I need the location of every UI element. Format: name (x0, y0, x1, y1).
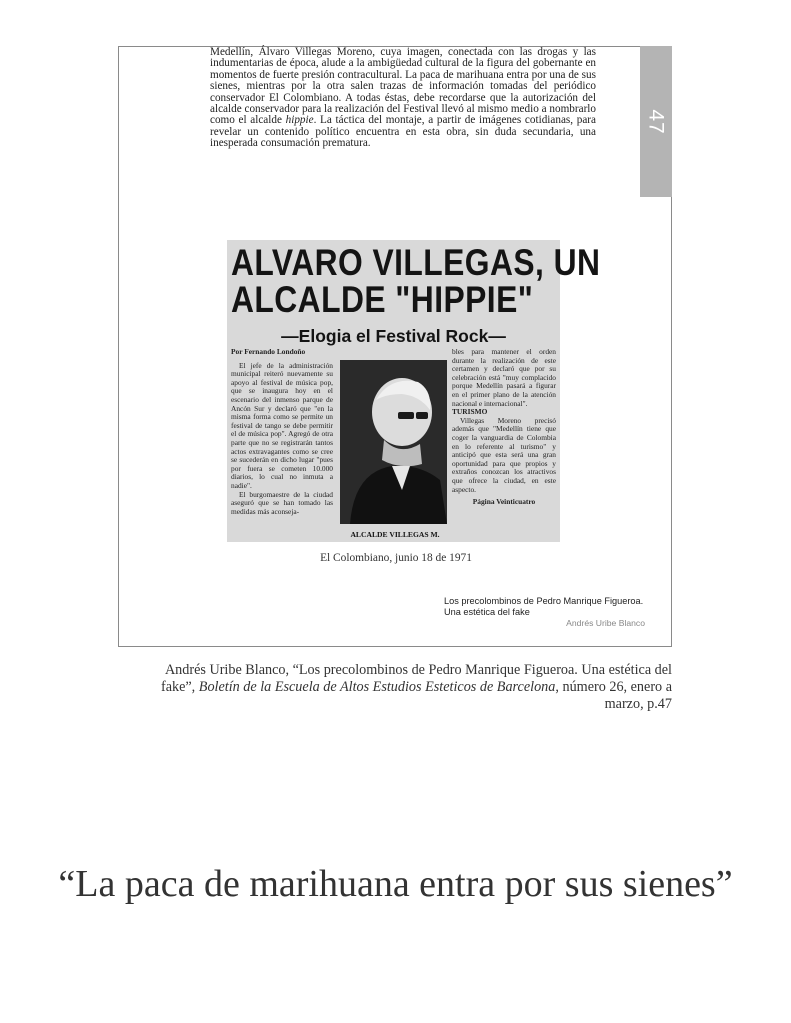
clipping-caption: El Colombiano, junio 18 de 1971 (320, 552, 472, 564)
body-text-end: . La táctica del montaje, a partir de imágenes cotidianas, para revelar un contenido político encuentra en esta obra, sin duda secundaria, una inesperada consumación prematura. (210, 114, 596, 150)
page-number: 47 (644, 108, 668, 135)
headline-line-1: ALVARO VILLEGAS, UN (231, 242, 601, 283)
credit-author: Andrés Uribe Blanco (566, 618, 645, 628)
newspaper-clipping (227, 240, 601, 542)
clipping-left-text: El jefe de la administración municipal reiteró nuevamente su apoyo al festival de música pop, que se inaugura hoy en el escenario del inmenso parque de Ancón Sur y declaró que "en la misma forma como se permite un festival de tango se debe permitir el de música pop". Agregó de otra parte que no se registrarán tantos actos extravagantes como se cree se sucederán en dicho lugar "pues por fuera se cometen 10.000 diarios, lo cual no inmuta a nadie". (231, 360, 333, 490)
clipping-right-column (452, 348, 556, 507)
clipping-right-text: bles para mantener el orden durante la realización de este certamen y declaró que por su celebración está "muy complacido porque Medellín pasará a figurar en el primer plano de la atención nacional e internacional". (452, 347, 556, 408)
body-paragraph (210, 47, 596, 150)
citation (160, 662, 672, 713)
clipping-left-text-2: El burgomaestre de la ciudad aseguró que se han tomado las medidas más aconseja- (231, 489, 333, 516)
clipping-right-text-2: Villegas Moreno precisó además que "Medellín tiene que coger la vanguardia de Colombia en lo referente al turismo" y anticipó que esta será una gran oportunidad para que propios y extraños conozcan los atractivos que ofrece la ciudad, en este aspecto. (452, 415, 556, 494)
clipping-byline: Por Fernando Londoño (231, 347, 306, 356)
mayor-portrait-photo (340, 360, 447, 524)
citation-text: Andrés Uribe Blanco, “Los precolombinos de Pedro Manrique Figueroa. Una estética del fake”, (160, 662, 672, 695)
body-text-start: Medellín, Álvaro Villegas Moreno, cuya imagen, conectada con las drogas y las indumentarias de época, alude a la ambigüedad cultural de la figura del gobernante en momentos de fuerte presión contracultural. La paca de marihuana entra por una de sus sienes, mientras por la otra salen trazas de información tomadas del periódico conservador El Colombiano. A todas éstas, debe recordarse que la autorización del alcalde conservador para la realización del Festival llevó al mismo medio a nombrarlo como el alcalde (210, 46, 596, 127)
body-text-italic: hippie (285, 114, 314, 127)
citation-journal: Boletín de la Escuela de Altos Estudios Esteticos de Barcelona (198, 679, 556, 695)
photo-caption: ALCALDE VILLEGAS M. (350, 530, 440, 539)
clipping-page-footer: Página Veinticuatro (472, 497, 536, 507)
clipping-left-column (231, 348, 333, 516)
citation-details: , número 26, enero a marzo, p.47 (555, 679, 672, 712)
page-frame (118, 46, 672, 647)
page-number-tab (640, 46, 672, 197)
pull-quote: “La paca de marihuana entra por sus sienes” (58, 863, 733, 905)
credit-title: Los precolombinos de Pedro Manrique Figueroa. Una estética del fake (444, 596, 644, 617)
headline-line-2: ALCALDE "HIPPIE" (231, 279, 534, 320)
clipping-headline (231, 242, 601, 320)
clipping-subhead: —Elogia el Festival Rock— (281, 326, 506, 346)
clipping-turismo-subhead: TURISMO (452, 407, 488, 417)
